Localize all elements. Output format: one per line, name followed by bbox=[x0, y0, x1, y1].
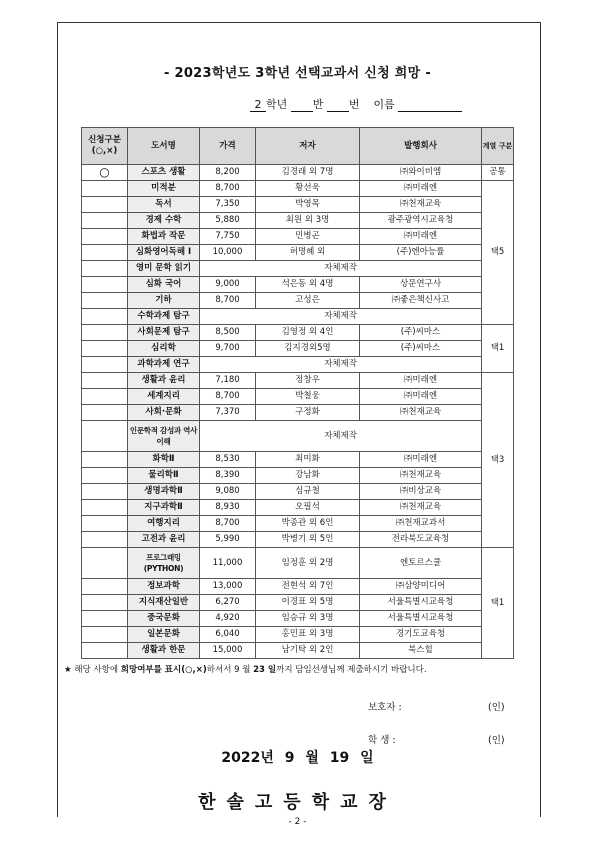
book-title-cell: 물리학Ⅱ bbox=[128, 468, 200, 484]
header-select: 신청구분 (○,×) bbox=[82, 128, 128, 165]
textbook-table bbox=[81, 127, 514, 659]
class-label: 반 bbox=[312, 98, 324, 111]
book-title-cell: 경제 수학 bbox=[128, 213, 200, 229]
book-title-cell: 세계지리 bbox=[128, 389, 200, 405]
class-field[interactable] bbox=[291, 98, 313, 112]
book-title-cell: 인문학적 감성과 역사이해 bbox=[128, 421, 200, 452]
book-title-cell: 일본문화 bbox=[128, 627, 200, 643]
author-cell: 구정화 bbox=[256, 405, 360, 421]
publisher-cell: ㈜천재교과서 bbox=[360, 516, 482, 532]
table-row bbox=[82, 500, 514, 516]
book-title-cell: 프로그래밍 (PYTHON) bbox=[128, 548, 200, 579]
author-cell: 정창우 bbox=[256, 373, 360, 389]
book-title-cell: 생활과 한문 bbox=[128, 643, 200, 659]
note-suffix: 까지 담임선생님께 제출하시기 바랍니다. bbox=[276, 665, 427, 675]
student-label: 학 생 : bbox=[368, 735, 396, 746]
select-cell[interactable] bbox=[82, 229, 128, 245]
note-emphasis-mark: 희망여부를 표시(○,×) bbox=[120, 665, 207, 675]
note-middle: 하셔서 9 월 bbox=[206, 665, 254, 675]
publisher-cell: ㈜삼양미디어 bbox=[360, 579, 482, 595]
guardian-seal[interactable]: (인) bbox=[488, 702, 505, 713]
table-row bbox=[82, 452, 514, 468]
table-row bbox=[82, 293, 514, 309]
book-title-cell: 기하 bbox=[128, 293, 200, 309]
price-cell: 8,700 bbox=[200, 516, 256, 532]
publisher-cell: (주)씨마스 bbox=[360, 341, 482, 357]
table-row bbox=[82, 468, 514, 484]
self-made-cell: 자체제작 bbox=[200, 309, 482, 325]
grade-value[interactable]: 2 bbox=[250, 98, 266, 112]
table-row bbox=[82, 181, 514, 197]
page-number: - 2 - bbox=[0, 817, 595, 827]
select-cell[interactable] bbox=[82, 245, 128, 261]
author-cell: 황선욱 bbox=[256, 181, 360, 197]
book-title-cell: 수학과제 탐구 bbox=[128, 309, 200, 325]
table-row bbox=[82, 579, 514, 595]
name-field[interactable] bbox=[398, 98, 462, 112]
author-cell: 강남화 bbox=[256, 468, 360, 484]
book-title-cell: 지식재산일반 bbox=[128, 595, 200, 611]
self-made-cell: 자체제작 bbox=[200, 421, 482, 452]
author-cell: 임정훈 외 2명 bbox=[256, 548, 360, 579]
table-row bbox=[82, 357, 514, 373]
price-cell: 9,000 bbox=[200, 277, 256, 293]
table-row bbox=[82, 532, 514, 548]
header-group: 계열 구분 bbox=[482, 128, 514, 165]
table-row bbox=[82, 611, 514, 627]
group-cell: 공통 bbox=[482, 165, 514, 181]
book-title-cell: 정보과학 bbox=[128, 579, 200, 595]
price-cell: 8,930 bbox=[200, 500, 256, 516]
select-cell[interactable] bbox=[82, 357, 128, 373]
table-row bbox=[82, 548, 514, 579]
table-row bbox=[82, 484, 514, 500]
table-row bbox=[82, 595, 514, 611]
instruction-note bbox=[64, 663, 427, 675]
table-row bbox=[82, 197, 514, 213]
table-row bbox=[82, 261, 514, 277]
table-row bbox=[82, 373, 514, 389]
self-made-cell: 자체제작 bbox=[200, 261, 482, 277]
book-title-cell: 스포츠 생활 bbox=[128, 165, 200, 181]
author-cell: 고성은 bbox=[256, 293, 360, 309]
author-cell: 허명혜 외 bbox=[256, 245, 360, 261]
price-cell: 6,040 bbox=[200, 627, 256, 643]
submission-date: 2022년 9 월 19 일 bbox=[221, 750, 374, 766]
select-cell[interactable] bbox=[82, 611, 128, 627]
note-prefix: ★ 해당 사항에 bbox=[64, 665, 121, 675]
publisher-cell: 경기도교육청 bbox=[360, 627, 482, 643]
select-cell[interactable] bbox=[82, 468, 128, 484]
select-cell[interactable] bbox=[82, 532, 128, 548]
price-cell: 8,500 bbox=[200, 325, 256, 341]
header-publisher: 발행회사 bbox=[360, 128, 482, 165]
publisher-cell: 광주광역시교육청 bbox=[360, 213, 482, 229]
author-cell: 박병기 외 5인 bbox=[256, 532, 360, 548]
price-cell: 7,180 bbox=[200, 373, 256, 389]
select-cell[interactable] bbox=[82, 595, 128, 611]
group-cell: 택3 bbox=[482, 373, 514, 548]
select-cell[interactable] bbox=[82, 516, 128, 532]
author-cell: 남기탁 외 2인 bbox=[256, 643, 360, 659]
price-cell: 8,530 bbox=[200, 452, 256, 468]
author-cell: 이경표 외 5명 bbox=[256, 595, 360, 611]
author-cell: 최원 외 3명 bbox=[256, 213, 360, 229]
select-cell[interactable] bbox=[82, 421, 128, 452]
book-title-cell: 생활과 윤리 bbox=[128, 373, 200, 389]
select-cell[interactable] bbox=[82, 452, 128, 468]
price-cell: 5,990 bbox=[200, 532, 256, 548]
book-title-cell: 심화 국어 bbox=[128, 277, 200, 293]
author-cell: 민병곤 bbox=[256, 229, 360, 245]
book-title-cell: 고전과 윤리 bbox=[128, 532, 200, 548]
select-cell[interactable] bbox=[82, 627, 128, 643]
select-cell[interactable] bbox=[82, 213, 128, 229]
author-cell: 석은동 외 4명 bbox=[256, 277, 360, 293]
name-label: 이름 bbox=[373, 98, 395, 111]
author-cell: 심규철 bbox=[256, 484, 360, 500]
select-cell[interactable]: ○ bbox=[82, 165, 128, 181]
publisher-cell: 상문연구사 bbox=[360, 277, 482, 293]
table-row bbox=[82, 389, 514, 405]
table-row bbox=[82, 341, 514, 357]
number-field[interactable] bbox=[327, 98, 349, 112]
header-book: 도서명 bbox=[128, 128, 200, 165]
book-title-cell: 중국문화 bbox=[128, 611, 200, 627]
price-cell: 7,350 bbox=[200, 197, 256, 213]
group-cell: 택1 bbox=[482, 325, 514, 373]
table-row bbox=[82, 229, 514, 245]
group-cell: 택5 bbox=[482, 181, 514, 325]
publisher-cell: ㈜와이비엠 bbox=[360, 165, 482, 181]
table-row bbox=[82, 325, 514, 341]
book-title-cell: 미적분 bbox=[128, 181, 200, 197]
publisher-cell: ㈜미래엔 bbox=[360, 181, 482, 197]
book-title-cell: 화법과 작문 bbox=[128, 229, 200, 245]
author-cell: 홍민표 외 3명 bbox=[256, 627, 360, 643]
select-cell[interactable] bbox=[82, 548, 128, 579]
header-price: 가격 bbox=[200, 128, 256, 165]
price-cell: 8,700 bbox=[200, 293, 256, 309]
student-seal[interactable]: (인) bbox=[488, 735, 505, 746]
book-title-cell: 과학과제 연구 bbox=[128, 357, 200, 373]
grade-label: 학년 bbox=[266, 98, 288, 111]
book-title-cell: 영미 문학 읽기 bbox=[128, 261, 200, 277]
page-title: - 2023학년도 3학년 선택교과서 신청 희망 - bbox=[163, 66, 432, 81]
book-title-cell: 사회문제 탐구 bbox=[128, 325, 200, 341]
author-cell: 박종관 외 6인 bbox=[256, 516, 360, 532]
publisher-cell: ㈜미래엔 bbox=[360, 229, 482, 245]
select-cell[interactable] bbox=[82, 341, 128, 357]
price-cell: 8,390 bbox=[200, 468, 256, 484]
book-title-cell: 사회·문화 bbox=[128, 405, 200, 421]
price-cell: 7,750 bbox=[200, 229, 256, 245]
publisher-cell: 서울특별시교육청 bbox=[360, 611, 482, 627]
table-row bbox=[82, 213, 514, 229]
author-cell: 김경래 외 7명 bbox=[256, 165, 360, 181]
header-author: 저자 bbox=[256, 128, 360, 165]
select-cell[interactable] bbox=[82, 579, 128, 595]
author-cell: 박영목 bbox=[256, 197, 360, 213]
book-title-cell: 독서 bbox=[128, 197, 200, 213]
price-cell: 5,880 bbox=[200, 213, 256, 229]
book-title-cell: 심리학 bbox=[128, 341, 200, 357]
select-cell[interactable] bbox=[82, 373, 128, 389]
author-cell: 최미화 bbox=[256, 452, 360, 468]
author-cell: 임승규 외 3명 bbox=[256, 611, 360, 627]
publisher-cell: ㈜천재교육 bbox=[360, 197, 482, 213]
select-cell[interactable] bbox=[82, 643, 128, 659]
select-cell[interactable] bbox=[82, 309, 128, 325]
publisher-cell: ㈜좋은책신사고 bbox=[360, 293, 482, 309]
select-cell[interactable] bbox=[82, 277, 128, 293]
school-principal: 한솔고등학교장 bbox=[198, 792, 397, 813]
table-row bbox=[82, 405, 514, 421]
table-row bbox=[82, 643, 514, 659]
note-emphasis-date: 23 일 bbox=[253, 665, 277, 675]
price-cell: 10,000 bbox=[200, 245, 256, 261]
table-row bbox=[82, 627, 514, 643]
publisher-cell: 북스힐 bbox=[360, 643, 482, 659]
student-info-line bbox=[250, 96, 462, 112]
publisher-cell: ㈜천재교육 bbox=[360, 468, 482, 484]
author-cell: 오필석 bbox=[256, 500, 360, 516]
price-cell: 9,080 bbox=[200, 484, 256, 500]
book-title-cell: 지구과학Ⅱ bbox=[128, 500, 200, 516]
price-cell: 8,200 bbox=[200, 165, 256, 181]
price-cell: 6,270 bbox=[200, 595, 256, 611]
table-row bbox=[82, 277, 514, 293]
author-cell: 전현석 외 7인 bbox=[256, 579, 360, 595]
number-label: 번 bbox=[348, 98, 360, 111]
select-cell[interactable] bbox=[82, 500, 128, 516]
publisher-cell: 서울특별시교육청 bbox=[360, 595, 482, 611]
price-cell: 7,370 bbox=[200, 405, 256, 421]
publisher-cell: 엔토르스쿨 bbox=[360, 548, 482, 579]
publisher-cell: ㈜미래엔 bbox=[360, 389, 482, 405]
select-cell[interactable] bbox=[82, 293, 128, 309]
price-cell: 4,920 bbox=[200, 611, 256, 627]
table-row bbox=[82, 309, 514, 325]
table-row bbox=[82, 516, 514, 532]
price-cell: 15,000 bbox=[200, 643, 256, 659]
guardian-label: 보호자 : bbox=[368, 702, 402, 713]
price-cell: 9,700 bbox=[200, 341, 256, 357]
publisher-cell: 전라북도교육청 bbox=[360, 532, 482, 548]
price-cell: 8,700 bbox=[200, 181, 256, 197]
table-body bbox=[82, 165, 514, 659]
table-row bbox=[82, 421, 514, 452]
book-title-cell: 생명과학Ⅱ bbox=[128, 484, 200, 500]
group-cell: 택1 bbox=[482, 548, 514, 659]
table-header-row bbox=[82, 128, 514, 165]
price-cell: 8,700 bbox=[200, 389, 256, 405]
book-title-cell: 여행지리 bbox=[128, 516, 200, 532]
author-cell: 박철웅 bbox=[256, 389, 360, 405]
book-title-cell: 심화영어독해 I bbox=[128, 245, 200, 261]
select-cell[interactable] bbox=[82, 389, 128, 405]
price-cell: 11,000 bbox=[200, 548, 256, 579]
self-made-cell: 자체제작 bbox=[200, 357, 482, 373]
author-cell: 김영정 외 4인 bbox=[256, 325, 360, 341]
publisher-cell: (주)씨마스 bbox=[360, 325, 482, 341]
publisher-cell: ㈜천재교육 bbox=[360, 500, 482, 516]
select-cell[interactable] bbox=[82, 197, 128, 213]
book-title-cell: 화학Ⅱ bbox=[128, 452, 200, 468]
publisher-cell: ㈜미래엔 bbox=[360, 452, 482, 468]
publisher-cell: (주)엔아능률 bbox=[360, 245, 482, 261]
publisher-cell: ㈜천재교육 bbox=[360, 405, 482, 421]
select-cell[interactable] bbox=[82, 484, 128, 500]
select-cell[interactable] bbox=[82, 181, 128, 197]
publisher-cell: ㈜미래엔 bbox=[360, 373, 482, 389]
select-cell[interactable] bbox=[82, 261, 128, 277]
select-cell[interactable] bbox=[82, 405, 128, 421]
select-cell[interactable] bbox=[82, 325, 128, 341]
price-cell: 13,000 bbox=[200, 579, 256, 595]
author-cell: 김지경외5명 bbox=[256, 341, 360, 357]
publisher-cell: ㈜비상교육 bbox=[360, 484, 482, 500]
table-row bbox=[82, 165, 514, 181]
table-row bbox=[82, 245, 514, 261]
